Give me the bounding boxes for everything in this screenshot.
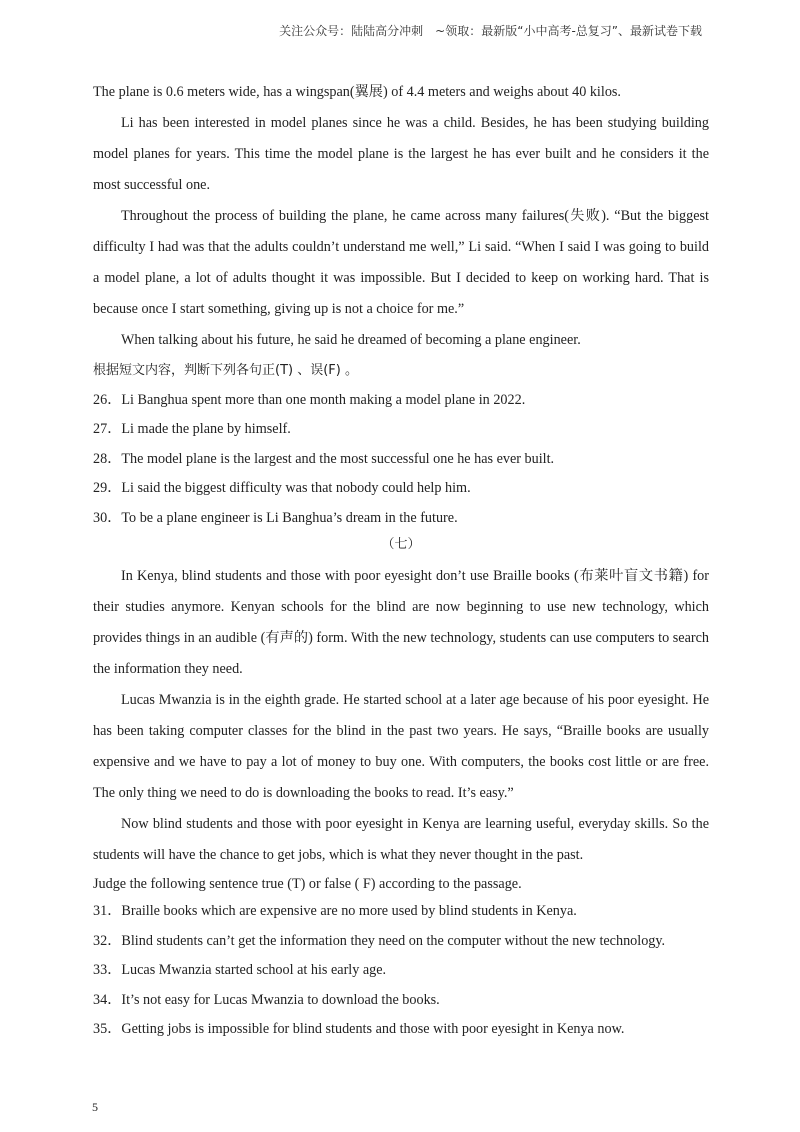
passage7-heading: （七） [381, 537, 421, 552]
passage7-paragraph-1: In Kenya, blind students and those with poor eyesight don’t use Braille books (布莱叶盲文书籍) for their studies anymore. Kenyan schools for the blind are now beginning to use new technology, which provides things in an audible (有声的) form. With the new technology, students can use computers to search the information they need. [93, 568, 709, 677]
question-32: 32．Blind students can’t get the information they need on the computer without the new technology. [93, 932, 666, 949]
question-33: 33．Lucas Mwanzia started school at his early age. [93, 962, 387, 978]
page-number: 5 [92, 1100, 98, 1114]
question-28: 28．The model plane is the largest and the most successful one he has ever built. [93, 450, 555, 467]
question-34: 34．It’s not easy for Lucas Mwanzia to download the books. [93, 991, 440, 1008]
passage6-paragraph-3: Throughout the process of building the plane, he came across many failures(失败). “But the biggest difficulty I had was that the adults couldn’t understand me well,” Li said. “When I said I was going to build a model plane, a lot of adults thought it was impossible. But I decided to keep on working hard. That is because once I start something, giving up is not a choice for me.” [93, 208, 709, 317]
page-header: 关注公众号：陆陆高分冲刺 ~领取：最新版“小中高考-总复习”、最新试卷下载 [279, 24, 702, 38]
passage7-paragraph-3: Now blind students and those with poor eyesight in Kenya are learning useful, everyday skills. So the students will have the chance to get jobs, which is what they never thought in the past. [93, 816, 709, 863]
passage6-paragraph-4: When talking about his future, he said he dreamed of becoming a plane engineer. [121, 332, 581, 348]
passage7-paragraph-2: Lucas Mwanzia is in the eighth grade. He started school at a later age because of his poor eyesight. He has been taking computer classes for the blind in the past two years. He says, “Braille books are usually expensive and we have to pay a lot of money to buy one. With computers, the books cost little or are free. The only thing we need to do is downloading the books to read. It’s easy.” [93, 692, 709, 801]
passage6-instruction: 根据短文内容，判断下列各句正(T) 、误(F) 。 [93, 363, 358, 378]
document-body [93, 77, 709, 1045]
passage6-paragraph-2: Li has been interested in model planes since he was a child. Besides, he has been studying building model planes for years. This time the model plane is the largest he has ever built and he considers it the most successful one. [93, 115, 709, 193]
question-35: 35．Getting jobs is impossible for blind students and those with poor eyesight in Kenya now. [93, 1021, 625, 1037]
passage6-paragraph-1: The plane is 0.6 meters wide, has a wingspan(翼展) of 4.4 meters and weighs about 40 kilos. [93, 84, 621, 100]
question-31: 31．Braille books which are expensive are no more used by blind students in Kenya. [93, 903, 577, 919]
passage7-instruction: Judge the following sentence true (T) or false ( F) according to the passage. [93, 876, 522, 892]
question-30: 30．To be a plane engineer is Li Banghua’s dream in the future. [93, 509, 458, 526]
question-26: 26．Li Banghua spent more than one month making a model plane in 2022. [93, 391, 526, 408]
question-27: 27．Li made the plane by himself. [93, 421, 291, 437]
question-29: 29．Li said the biggest difficulty was that nobody could help him. [93, 480, 471, 496]
